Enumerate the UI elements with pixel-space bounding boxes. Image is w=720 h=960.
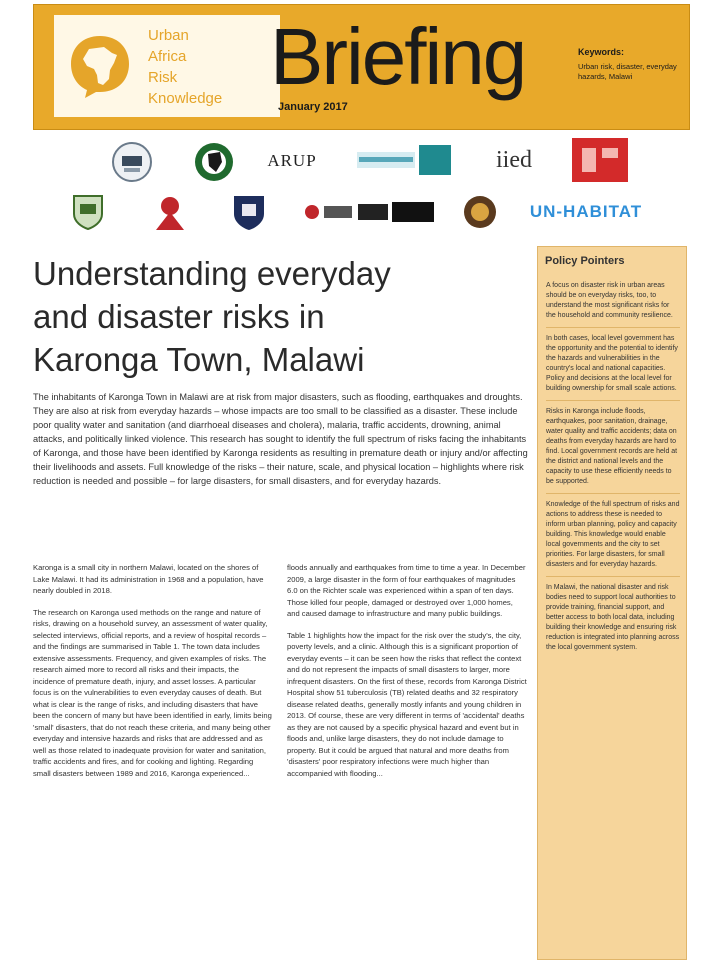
title-line: Understanding everyday (33, 255, 391, 292)
arup-text: ARUP (267, 151, 317, 170)
body-paragraph: floods annually and earthquakes from time to time a year. In December 2009, a large disaster in the form of four earthquakes of magnitudes 6.0 on the Richter scale was experienced within a span of ten days. Those killed four people, damaged or destroyed over 1,000 homes, and caused damage to infrastructure and many public buildings. (287, 563, 526, 618)
body-paragraph: Karonga is a small city in northern Malawi, located on the shores of Lake Malawi. It had its administration in 1968 and a population, have nearly doubled in 2018. (33, 563, 264, 595)
partner-logo-10 (300, 198, 436, 226)
logo-line: Knowledge (148, 90, 223, 107)
partner-logo-iied (488, 140, 540, 180)
partner-logo-9 (230, 192, 268, 232)
partner-logo-1 (110, 140, 154, 184)
partner-logo-11 (462, 192, 498, 232)
partner-logo-7 (70, 192, 106, 230)
logo-line: Risk (148, 69, 178, 86)
partner-logo-un-habitat (516, 196, 656, 228)
partner-logo-8 (148, 190, 192, 234)
policy-pointer-item: Risks in Karonga include floods, earthquakes, poor sanitation, drainage, water quality and traffic accidents; data on deaths from everyday hazards are hard to find. Local government records are held at the district and national levels and the capacity to use these efficiently needs to be supported. (546, 407, 680, 494)
body-column-left (33, 562, 273, 789)
policy-pointers-list (546, 281, 680, 665)
partner-logo-arup (262, 146, 322, 176)
policy-pointer-item: A focus on disaster risk in urban areas should be on everyday risks, too, to understand the most significant risks for the household and community resilience. (546, 281, 680, 328)
briefing-title: Briefing (270, 12, 526, 101)
keywords-label: Keywords: (578, 47, 625, 57)
policy-pointers-sidebar (537, 246, 687, 960)
body-paragraph: Table 1 highlights how the impact for the risk over the study's, the city, poverty levels, and a clinic. Although this is a significant proportion of everyday events – it can be seen how the risks that reflect the context and do not represent the impacts of small disasters to larger, more infrequent disasters. On the first of these, records from Karonga District Hospital show 51 tuberculosis (TB) related deaths and 32 respiratory disease related deaths, generally mostly infants and young children in 2013. Of course, these are very different in terms of 'accidental' deaths as they are not caused by a specific physical hazard and event but in floods and, unlike large disasters, they do not include damage to property. But it could be argued that natural and more deaths from 'disasters' poor respiratory infections were much higher than accompanied with flooding... (287, 630, 527, 778)
policy-pointer-item: In both cases, local level government has the opportunity and the potential to identify the hazards and vulnerabilities in the country's local and national capacities. Policy and decisions at the local level for building ownership for small scale actions. (546, 334, 680, 401)
title-line: and disaster risks in (33, 298, 325, 335)
partner-logo-6 (572, 138, 628, 182)
publication-date: January 2017 (278, 101, 348, 113)
keywords-block (578, 47, 682, 82)
intro-paragraph: The inhabitants of Karonga Town in Malawi are at risk from major disasters, such as flooding, earthquakes and droughts. They are also at risk from everyday hazards – whose impacts are too small to be classified as a disaster. These include poor quality water and sanitation (and diarrhoeal diseases and cholera), malaria, traffic accidents, drowning, animal attacks, and politically linked violence. This research has sought to identify the full spectrum of risks facing the inhabitants of Karonga, and those have been identified by Karonga residents as resulting in premature death or injury and/or affecting their livelihoods and assets. Full knowledge of the risks – their nature, scale, and physical location – highlights where risk reduction is needed and possible – for large disasters, for small disasters, and for everyday hazards. (33, 392, 528, 486)
keywords-text: Urban risk, disaster, everyday hazards, Malawi (578, 62, 677, 81)
un-habitat-text: UN-HABITAT (529, 202, 643, 221)
partner-logos (0, 130, 720, 240)
partner-logo-4 (357, 142, 453, 178)
title-line: Karonga Town, Malawi (33, 341, 365, 378)
logo-line: Africa (148, 48, 187, 65)
body-column-right (287, 562, 527, 789)
logo-wordmark (148, 25, 278, 109)
africa-speech-bubble-icon (68, 33, 132, 99)
policy-pointer-item: In Malawi, the national disaster and risk bodies need to support local authorities to provide training, financial support, and better access to both local data, including building their knowledge and ensuring risk reduction is integrated into planning across the local government system. (546, 584, 680, 651)
iied-text: iied (496, 146, 532, 173)
urban-africa-risk-knowledge-logo (54, 15, 280, 117)
sidebar-title: Policy Pointers (545, 255, 625, 267)
policy-pointer-item: Knowledge of the full spectrum of risks and actions to address these is needed to inform urban planning, policy and capacity building. This knowledge would enable local governments and the city to set priorities. For large disasters, for small disasters and for everyday hazards. (546, 500, 680, 577)
article-title (33, 252, 503, 381)
body-paragraph: The research on Karonga used methods on the range and nature of risks, drawing on a household survey, an assessment of water quality, selected interviews, official reports, and a review of hospital records – and the findings are summarised in Table 1. The town data includes extensive assessments. Frequency, and given examples of risks. The research aimed more to record all risks and their impacts, the incidence of premature death, injury, and asset losses. A particular focus is on the vulnerabilities to even everyday causes of death. But what is clear is the range of risks, and including disasters that have been the concern of many but have been identified in early, limits being 'small' disasters, that do not reach these criteria, and many being other everyday and intensive hazards and risks that are addressed and as well as those related to inadequate provision for water and sanitation, traffic accidents and fires, and for cooking and lighting. Regarding small disasters between 1989 and 2016, Karonga experienced... (33, 607, 272, 778)
partner-logo-2 (192, 140, 236, 184)
header-banner (33, 4, 690, 130)
logo-line: Urban (148, 27, 189, 44)
